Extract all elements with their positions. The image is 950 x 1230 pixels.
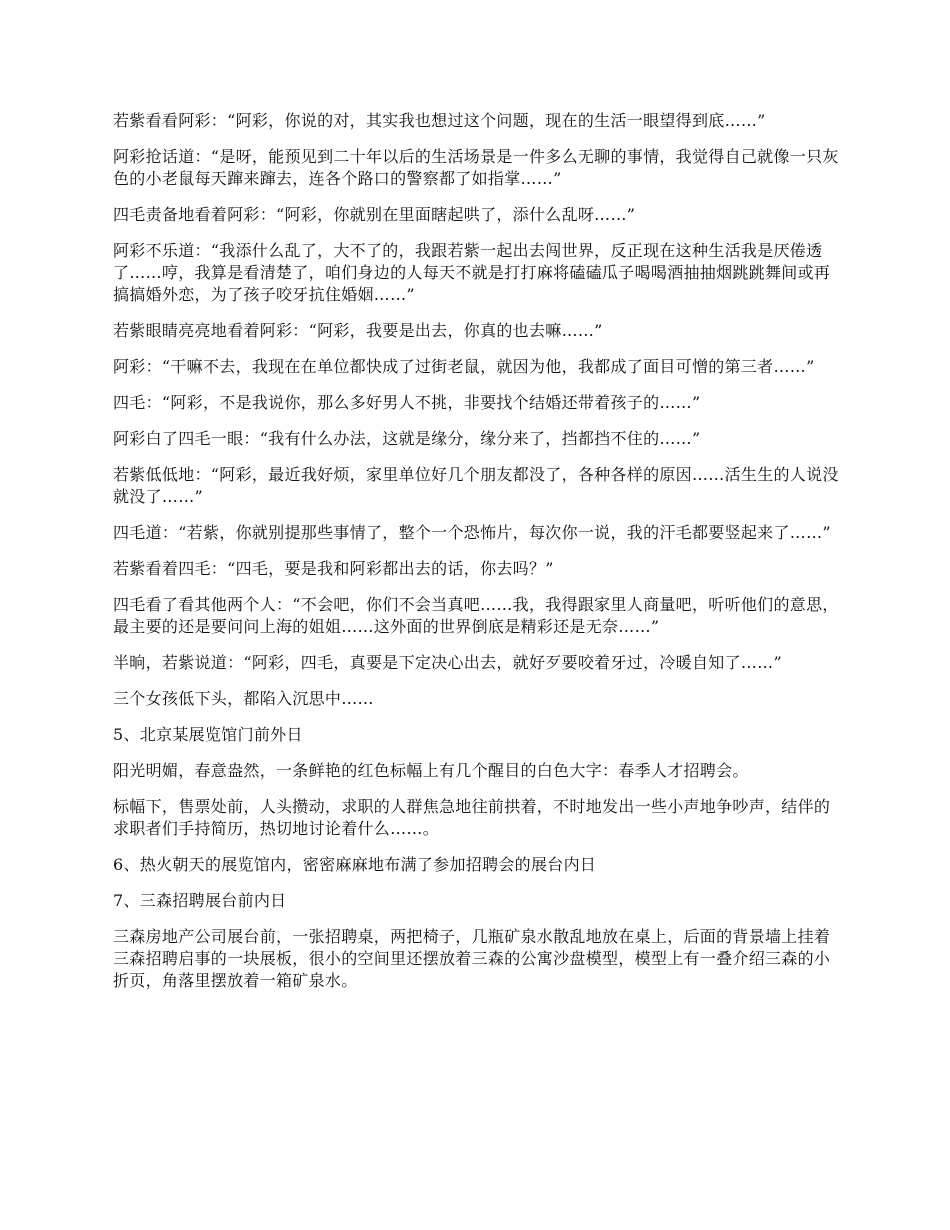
paragraph: 阳光明媚，春意盎然，一条鲜艳的红色标幅上有几个醒目的白色大字：春季人才招聘会。	[113, 761, 749, 780]
scene-heading: 7、三森招聘展台前内日	[113, 891, 287, 910]
paragraph: 若紫眼睛亮亮地看着阿彩：“阿彩，我要是出去，你真的也去嘛……”	[113, 321, 603, 340]
paragraph: 四毛责备地看着阿彩：“阿彩，你就别在里面瞎起哄了，添什么乱呀……”	[113, 205, 636, 224]
scene-heading: 6、热火朝天的展览馆内，密密麻麻地布满了参加招聘会的展台内日	[113, 855, 597, 874]
document-body	[113, 110, 843, 1006]
paragraph: 阿彩不乐道：“我添什么乱了，大不了的，我跟若紫一起出去闯世界，反正现在这种生活我是厌倦透了……哼，我算是看清楚了，咱们身边的人每天不就是打打麻将磕磕瓜子喝喝酒抽抽烟跳跳舞间或再搞搞婚外恋，为了孩子咬牙抗住婚姻……”	[113, 241, 831, 304]
paragraph: 三个女孩低下头，都陷入沉思中……	[113, 689, 374, 708]
paragraph: 若紫看着四毛：“四毛，要是我和阿彩都出去的话，你去吗？”	[113, 559, 554, 578]
paragraph: 阿彩白了四毛一眼：“我有什么办法，这就是缘分，缘分来了，挡都挡不住的……”	[113, 429, 701, 448]
paragraph: 若紫低低地：“阿彩，最近我好烦，家里单位好几个朋友都没了，各种各样的原因……活生生的人说没就没了……”	[113, 465, 839, 506]
scene-heading: 5、北京某展览馆门前外日	[113, 725, 303, 744]
paragraph: 四毛看了看其他两个人：“不会吧，你们不会当真吧……我，我得跟家里人商量吧，听听他们的意思，最主要的还是要问问上海的姐姐……这外面的世界倒底是精彩还是无奈……”	[113, 595, 839, 636]
paragraph: 若紫看看阿彩：“阿彩，你说的对，其实我也想过这个问题，现在的生活一眼望得到底……”	[113, 111, 766, 130]
paragraph: 四毛：“阿彩，不是我说你，那么多好男人不挑，非要找个结婚还带着孩子的……”	[113, 393, 701, 412]
paragraph: 标幅下，售票处前，人头攒动，求职的人群焦急地往前拱着，不时地发出一些小声地争吵声，结伴的求职者们手持简历，热切地讨论着什么……。	[113, 797, 831, 838]
paragraph: 半晌，若紫说道：“阿彩，四毛，真要是下定决心出去，就好歹要咬着牙过，冷暖自知了……”	[113, 653, 782, 672]
paragraph: 阿彩抢话道：“是呀，能预见到二十年以后的生活场景是一件多么无聊的事情，我觉得自己就像一只灰色的小老鼠每天蹿来蹿去，连各个路口的警察都了如指掌……”	[113, 147, 839, 188]
paragraph: 阿彩：“干嘛不去，我现在在单位都快成了过街老鼠，就因为他，我都成了面目可憎的第三者……”	[113, 357, 815, 376]
paragraph: 四毛道：“若紫，你就别提那些事情了，整个一个恐怖片，每次你一说，我的汗毛都要竖起来了……”	[113, 523, 831, 542]
paragraph: 三森房地产公司展台前，一张招聘桌，两把椅子，几瓶矿泉水散乱地放在桌上，后面的背景墙上挂着三森招聘启事的一块展板，很小的空间里还摆放着三森的公寓沙盘模型，模型上有一叠介绍三森的小折页，角落里摆放着一箱矿泉水。	[113, 927, 831, 990]
